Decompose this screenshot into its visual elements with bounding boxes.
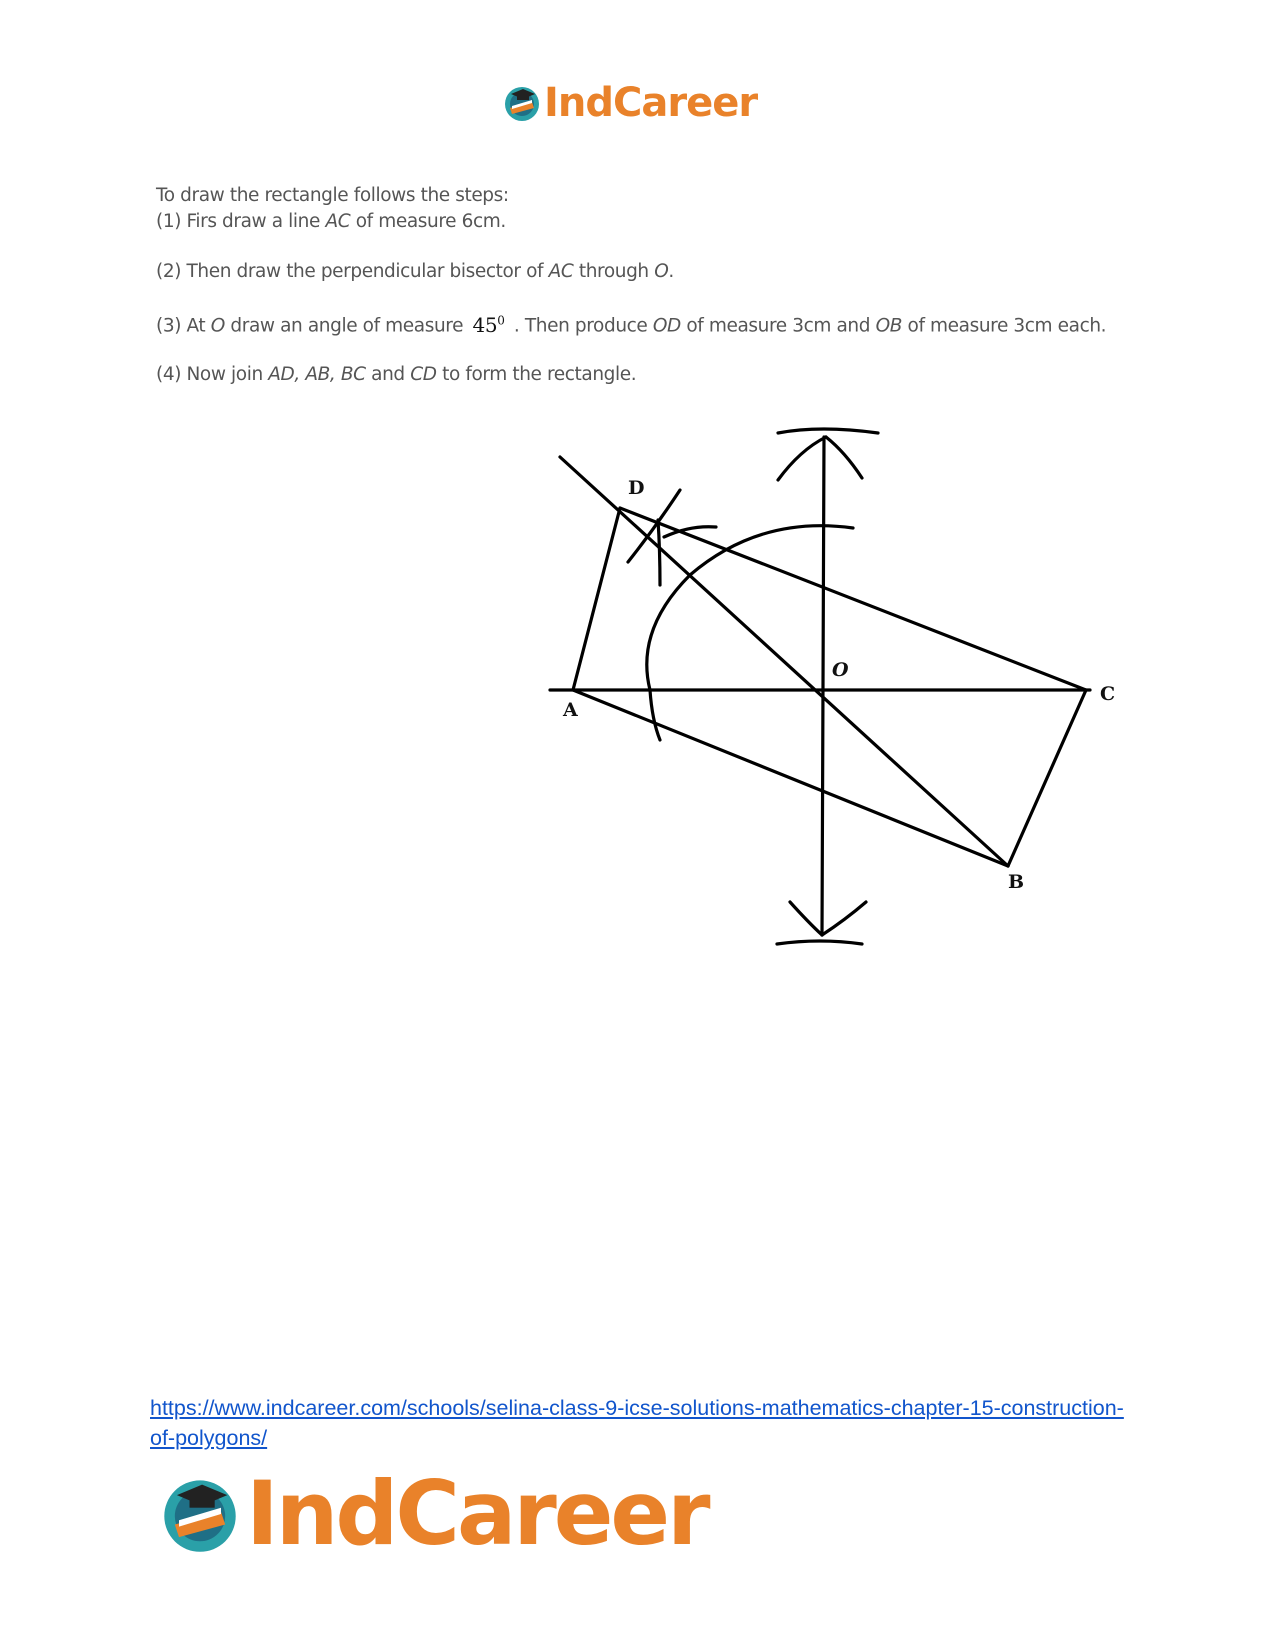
logo-wordmark: IndCareer bbox=[246, 1462, 708, 1565]
label-a: A bbox=[563, 699, 578, 721]
side-cb bbox=[1008, 690, 1086, 866]
bottom-arc-left bbox=[790, 902, 822, 935]
step-2: (2) Then draw the perpendicular bisector of AC through O. bbox=[156, 261, 674, 282]
diagonal-db bbox=[560, 457, 1008, 866]
label-b: B bbox=[1008, 871, 1025, 893]
top-arc-left bbox=[778, 437, 826, 480]
step-3: (3) At O draw an angle of measure $45^0$ . Then produce OD of measure 3cm and OB of measure 3cm each. bbox=[156, 312, 1107, 337]
top-arc-upper bbox=[778, 429, 878, 433]
step-4: (4) Now join AD, AB, BC and CD to form the rectangle. bbox=[156, 363, 637, 385]
perpendicular-bisector bbox=[822, 437, 824, 935]
intro-text: To draw the rectangle follows the steps: bbox=[156, 185, 509, 206]
footer-logo bbox=[158, 1462, 708, 1565]
label-o: O bbox=[832, 659, 849, 681]
side-dc bbox=[620, 508, 1086, 690]
indcareer-emblem-icon bbox=[158, 1472, 242, 1556]
bottom-arc-right bbox=[822, 902, 866, 935]
label-d: D bbox=[628, 477, 645, 499]
angle-45-degrees: $45^0$ bbox=[472, 312, 505, 337]
side-ad bbox=[573, 508, 620, 690]
label-c: C bbox=[1100, 683, 1116, 705]
source-link[interactable]: https://www.indcareer.com/schools/selina-class-9-icse-solutions-mathematics-chapter-15-construction-of-polygons/ bbox=[150, 1396, 1124, 1450]
bottom-arc-lower bbox=[777, 941, 862, 944]
bisect-arc-2 bbox=[658, 520, 660, 585]
step-1: (1) Firs draw a line AC of measure 6cm. bbox=[156, 211, 506, 232]
logo-wordmark: IndCareer bbox=[544, 80, 758, 126]
top-arc-right bbox=[826, 437, 862, 478]
side-ab bbox=[573, 690, 1008, 866]
